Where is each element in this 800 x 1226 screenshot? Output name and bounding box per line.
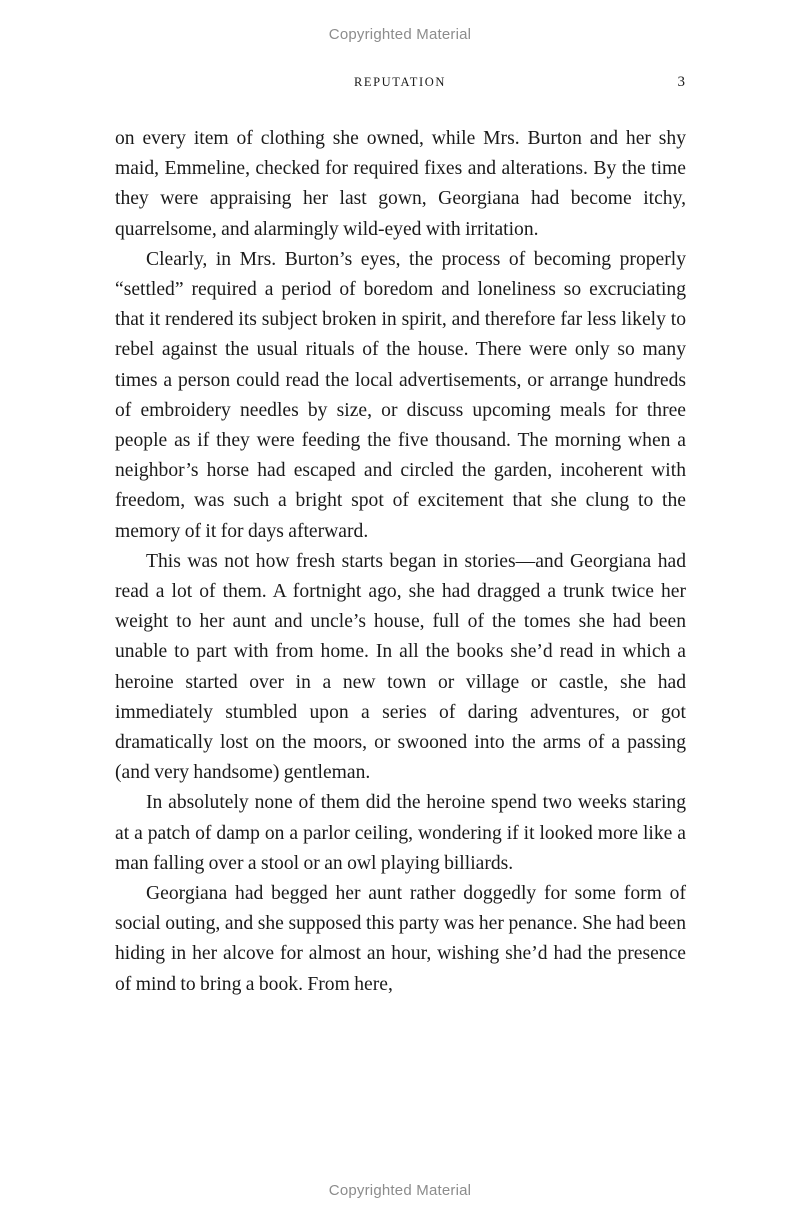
paragraph-4: In absolutely none of them did the heroine spend two weeks staring at a patch of damp on a parlor ceiling, wondering if it looked more like a man falling over a stool or an owl playing billiards. (115, 792, 686, 874)
running-head: REPUTATION (353, 75, 447, 89)
paragraph-5: Georgiana had begged her aunt rather doggedly for some form of social outing, and she supposed this party was her penance. She had been hiding in her alcove for almost an hour, wishing she’d had the presence of mind to bring a book. From here, (115, 883, 686, 995)
paragraph-2: Clearly, in Mrs. Burton’s eyes, the process of becoming properly “settled” required a period of boredom and loneliness so excruciating that it rendered its subject broken in spirit, and therefore far less likely to rebel against the usual rituals of the house. There were only so many times a person could read the local advertisements, or arrange hundreds of embroidery needles by size, or discuss upcoming meals for three people as if they were feeding the five thousand. The morning when a neighbor’s horse had escaped and circled the garden, incoherent with freedom, was such a bright spot of excitement that she clung to the memory of it for days afterward. (115, 248, 686, 542)
copyright-watermark-bottom: Copyrighted Material (328, 1182, 472, 1199)
body-text (115, 124, 686, 1000)
page-number: 3 (677, 74, 685, 90)
copyright-watermark-top: Copyrighted Material (328, 26, 472, 43)
paragraph-3: This was not how fresh starts began in stories—and Georgiana had read a lot of them. A fortnight ago, she had dragged a trunk twice her weight to her aunt and uncle’s house, full of the tomes she had been unable to part with from home. In all the books she’d read in which a heroine started over in a new town or village or castle, she had immediately stumbled upon a series of daring adventures, or got dramatically lost on the moors, or swooned into the arms of a passing (and very handsome) gentleman. (115, 550, 686, 784)
paragraph-1: on every item of clothing she owned, while Mrs. Burton and her shy maid, Emmeline, checked for required fixes and alterations. By the time they were appraising her last gown, Georgiana had become itchy, quarrelsome, and alarmingly wild-eyed with irritation. (115, 128, 686, 240)
